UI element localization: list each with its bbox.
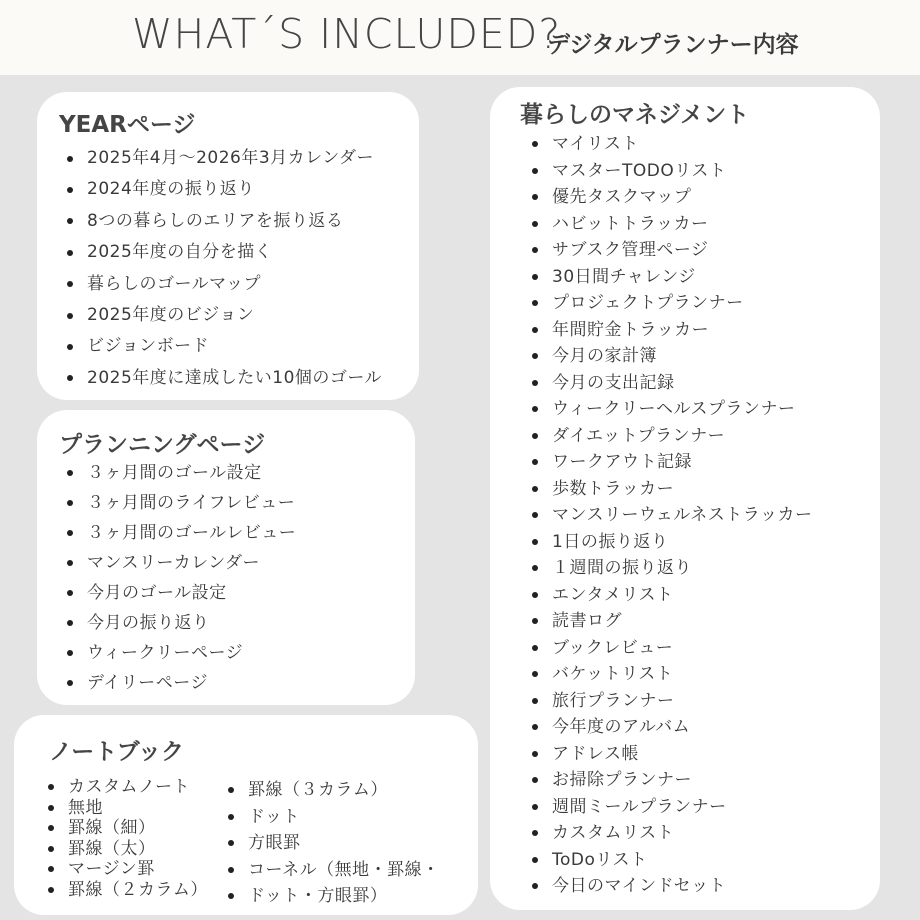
list-item: カスタムリスト <box>530 820 812 847</box>
list-item: ハビットトラッカー <box>530 211 812 238</box>
list-item: マンスリーウェルネストラッカー <box>530 502 812 529</box>
list-item: アドレス帳 <box>530 741 812 768</box>
list-item: ダイエットプランナー <box>530 423 812 450</box>
list-item: お掃除プランナー <box>530 767 812 794</box>
list-item: ドット・方眼罫） <box>226 883 440 910</box>
notebook-list-col1 <box>46 777 208 900</box>
list-item: 2025年4月〜2026年3月カレンダー <box>65 143 382 174</box>
list-item: 年間貯金トラッカー <box>530 317 812 344</box>
notebook-list-col2 <box>226 777 440 910</box>
list-item: サブスク管理ページ <box>530 237 812 264</box>
list-item: 2025年度のビジョン <box>65 300 382 331</box>
list-item: １週間の振り返り <box>530 555 812 582</box>
list-item: ウィークリーページ <box>65 638 296 668</box>
list-item: 今月の支出記録 <box>530 370 812 397</box>
list-item: ３ヶ月間のゴール設定 <box>65 458 296 488</box>
year-list <box>65 143 382 394</box>
list-item: ワークアウト記録 <box>530 449 812 476</box>
header-banner <box>0 0 920 75</box>
list-item: 今月のゴール設定 <box>65 578 296 608</box>
list-item: プロジェクトプランナー <box>530 290 812 317</box>
list-item: デイリーページ <box>65 668 296 698</box>
list-item: 2025年度に達成したい10個のゴール <box>65 363 382 394</box>
list-item: ドット <box>226 804 440 831</box>
list-item: 30日間チャレンジ <box>530 264 812 291</box>
year-pages-card <box>37 92 419 400</box>
planning-pages-card <box>37 410 415 705</box>
list-item: 読書ログ <box>530 608 812 635</box>
list-item: カスタムノート <box>46 777 208 798</box>
list-item: ３ヶ月間のゴールレビュー <box>65 518 296 548</box>
list-item: ウィークリーヘルスプランナー <box>530 396 812 423</box>
list-item: 今日のマインドセット <box>530 873 812 900</box>
list-item: 罫線（３カラム） <box>226 777 440 804</box>
list-item: ToDoリスト <box>530 847 812 874</box>
list-item: コーネル（無地・罫線・ <box>226 857 440 884</box>
page-title: WHAT´S INCLUDED? <box>132 10 562 58</box>
list-item: 罫線（太） <box>46 839 208 860</box>
list-item: マージン罫 <box>46 859 208 880</box>
card-heading-year: YEARページ <box>59 112 196 138</box>
list-item: エンタメリスト <box>530 582 812 609</box>
list-item: 旅行プランナー <box>530 688 812 715</box>
list-item: 週間ミールプランナー <box>530 794 812 821</box>
list-item: 無地 <box>46 798 208 819</box>
card-heading-planning: プランニングページ <box>59 432 266 458</box>
list-item: ブックレビュー <box>530 635 812 662</box>
planning-list <box>65 458 296 698</box>
list-item: 優先タスクマップ <box>530 184 812 211</box>
list-item: 罫線（細） <box>46 818 208 839</box>
list-item: 罫線（２カラム） <box>46 880 208 901</box>
list-item: マンスリーカレンダー <box>65 548 296 578</box>
list-item: 8つの暮らしのエリアを振り返る <box>65 206 382 237</box>
list-item: バケットリスト <box>530 661 812 688</box>
list-item: 今年度のアルバム <box>530 714 812 741</box>
notebook-card <box>14 715 478 915</box>
list-item: 2025年度の自分を描く <box>65 237 382 268</box>
list-item: 歩数トラッカー <box>530 476 812 503</box>
page-subtitle: デジタルプランナー内容 <box>547 32 799 58</box>
card-heading-notebook: ノートブック <box>49 739 185 765</box>
list-item: 今月の家計簿 <box>530 343 812 370</box>
list-item: 今月の振り返り <box>65 608 296 638</box>
list-item: ビジョンボード <box>65 331 382 362</box>
list-item: マスターTODOリスト <box>530 158 812 185</box>
life-list <box>530 131 812 900</box>
life-management-card <box>490 87 880 910</box>
card-heading-life: 暮らしのマネジメント <box>520 102 750 128</box>
list-item: マイリスト <box>530 131 812 158</box>
list-item: ３ヶ月間のライフレビュー <box>65 488 296 518</box>
list-item: 1日の振り返り <box>530 529 812 556</box>
list-item: 方眼罫 <box>226 830 440 857</box>
list-item: 暮らしのゴールマップ <box>65 269 382 300</box>
list-item: 2024年度の振り返り <box>65 174 382 205</box>
